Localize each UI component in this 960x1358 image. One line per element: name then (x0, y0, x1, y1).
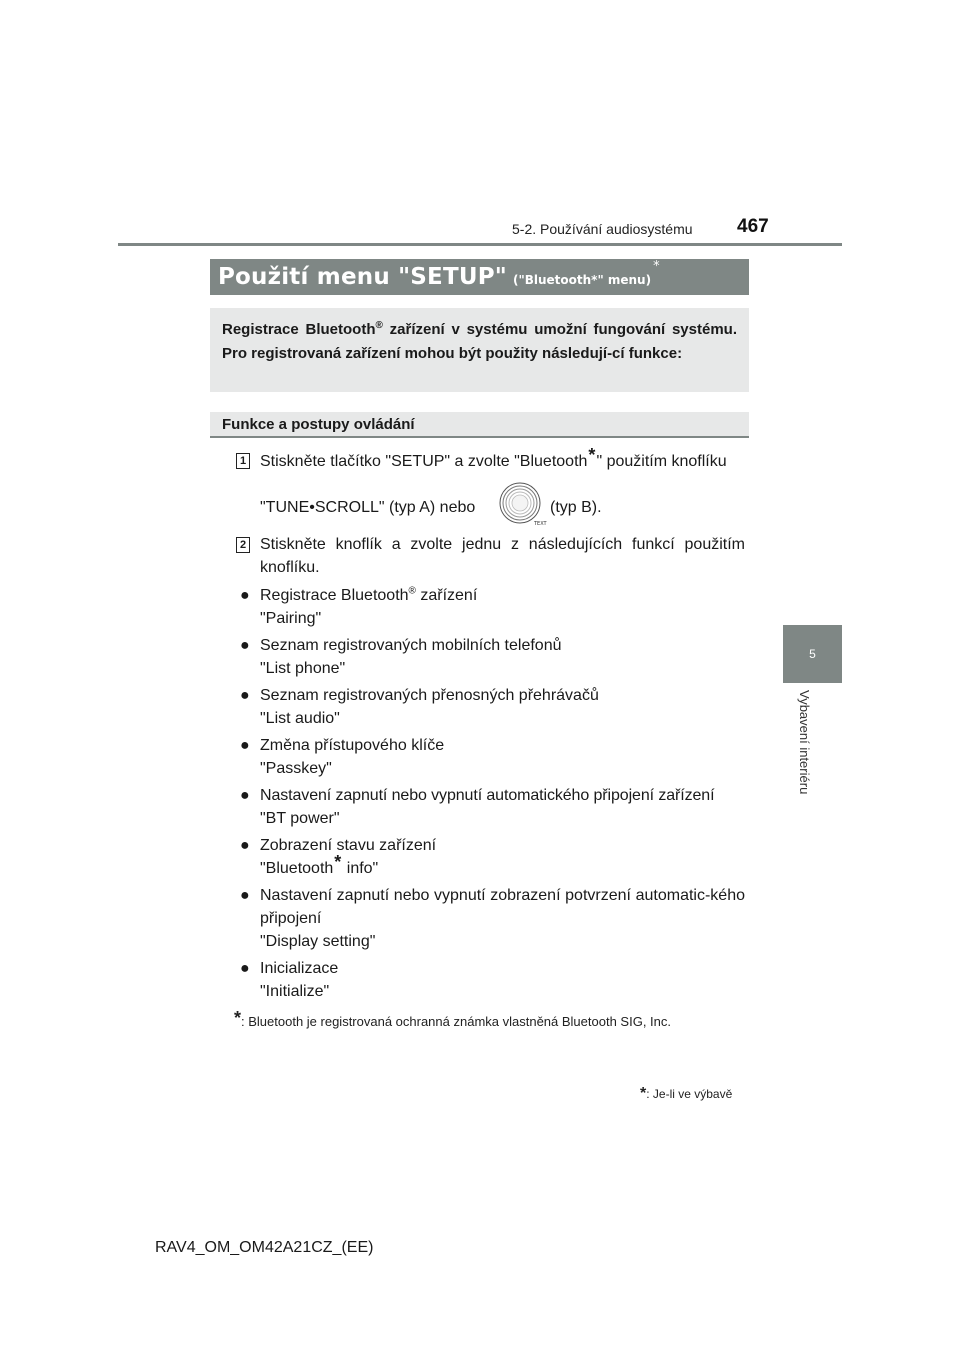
chapter-tab (783, 625, 842, 683)
availability-note (640, 1085, 732, 1103)
page-subtitle: ("Bluetooth*" menu) (512, 273, 652, 287)
intro-box (210, 308, 749, 392)
registered-mark: ® (408, 585, 416, 597)
item-menu-name: "Pairing" (260, 610, 322, 627)
availability-star: * (653, 258, 660, 274)
bullet-icon: ● (240, 637, 250, 654)
chapter-number: 5 (809, 647, 816, 661)
registered-mark: ® (375, 320, 383, 331)
item-text: Registrace Bluetooth (260, 587, 409, 604)
step-1-line-2a: "TUNE•SCROLL" (typ A) nebo (260, 499, 476, 516)
tune-knob-icon (495, 481, 545, 527)
footnote-text: : Bluetooth je registrovaná ochranná známka vlastněná Bluetooth SIG, Inc. (241, 1014, 671, 1029)
item-text: Seznam registrovaných přenosných přehrávačů (260, 687, 599, 704)
bullet-icon: ● (240, 587, 250, 604)
item-text-b: zařízení (415, 587, 478, 604)
item-text: Inicializace (260, 960, 339, 977)
bullet-icon: ● (240, 787, 250, 804)
item-text: Zobrazení stavu zařízení (260, 837, 437, 854)
item-menu-name: "Passkey" (260, 760, 332, 777)
trademark-star: * (334, 852, 342, 872)
step-1-text-a: Stiskněte tlačítko "SETUP" a zvolte "Bluetooth (260, 453, 588, 470)
step-1-text-b: " použitím knoflíku (596, 453, 727, 470)
bullet-icon: ● (240, 960, 250, 977)
intro-text-1: Registrace Bluetooth (222, 321, 376, 338)
chapter-label: Vybavení interiéru (797, 690, 812, 795)
list-item (240, 957, 745, 1003)
item-menu-name: "BT power" (260, 810, 340, 827)
list-item (240, 884, 745, 953)
bullet-icon: ● (240, 837, 250, 854)
item-menu-name: "List audio" (260, 710, 340, 727)
page-number: 467 (737, 216, 769, 237)
list-item (240, 834, 745, 880)
bullet-icon: ● (240, 887, 250, 904)
availability-note-text: : Je-li ve výbavě (646, 1087, 733, 1101)
bullet-icon: ● (240, 687, 250, 704)
list-item (240, 734, 745, 780)
item-text: Nastavení zapnutí nebo vypnutí automatického připojení zařízení (260, 787, 715, 804)
document-code: RAV4_OM_OM42A21CZ_(EE) (155, 1239, 374, 1256)
step-1-line-1 (260, 445, 727, 473)
subheading: Funkce a postupy ovládání (210, 412, 749, 438)
item-menu-name (260, 852, 745, 880)
item-text: Seznam registrovaných mobilních telefonů (260, 637, 562, 654)
trademark-footnote (234, 1010, 671, 1031)
item-menu-name: "Initialize" (260, 983, 330, 1000)
header-rule (118, 243, 842, 246)
step-1-line-2b: (typ B). (550, 499, 602, 516)
item-text: Nastavení zapnutí nebo vypnutí zobrazení potvrzení automatic-kého připojení (260, 887, 745, 927)
item-menu-name-a: "Bluetooth (260, 860, 334, 877)
item-text: Změna přístupového klíče (260, 737, 445, 754)
list-item (240, 584, 745, 630)
knob-label: TEXT (534, 521, 547, 527)
step-number-1: 1 (236, 453, 250, 469)
trademark-star: * (588, 445, 596, 465)
section-title: 5-2. Používání audiosystému (512, 221, 693, 237)
step-2-text: Stiskněte knoflík a zvolte jednu z následujících funkcí použitím knoflíku. (260, 536, 745, 576)
step-number-2: 2 (236, 537, 250, 553)
availability-note-star: * (640, 1085, 647, 1102)
list-item (240, 784, 750, 830)
item-menu-name-b: info" (342, 860, 379, 877)
page-title: Použití menu "SETUP" (218, 264, 507, 290)
item-menu-name: "List phone" (260, 660, 346, 677)
list-item (240, 634, 745, 680)
item-menu-name: "Display setting" (260, 933, 376, 950)
page-title-bar (210, 259, 749, 295)
list-item (240, 684, 745, 730)
footnote-star: * (234, 1008, 242, 1028)
intro-text-2: zařízení v systému umožní fungování systému. Pro registrovaná zařízení mohou být použity následují-cí funkce: (222, 321, 737, 362)
bullet-icon: ● (240, 737, 250, 754)
